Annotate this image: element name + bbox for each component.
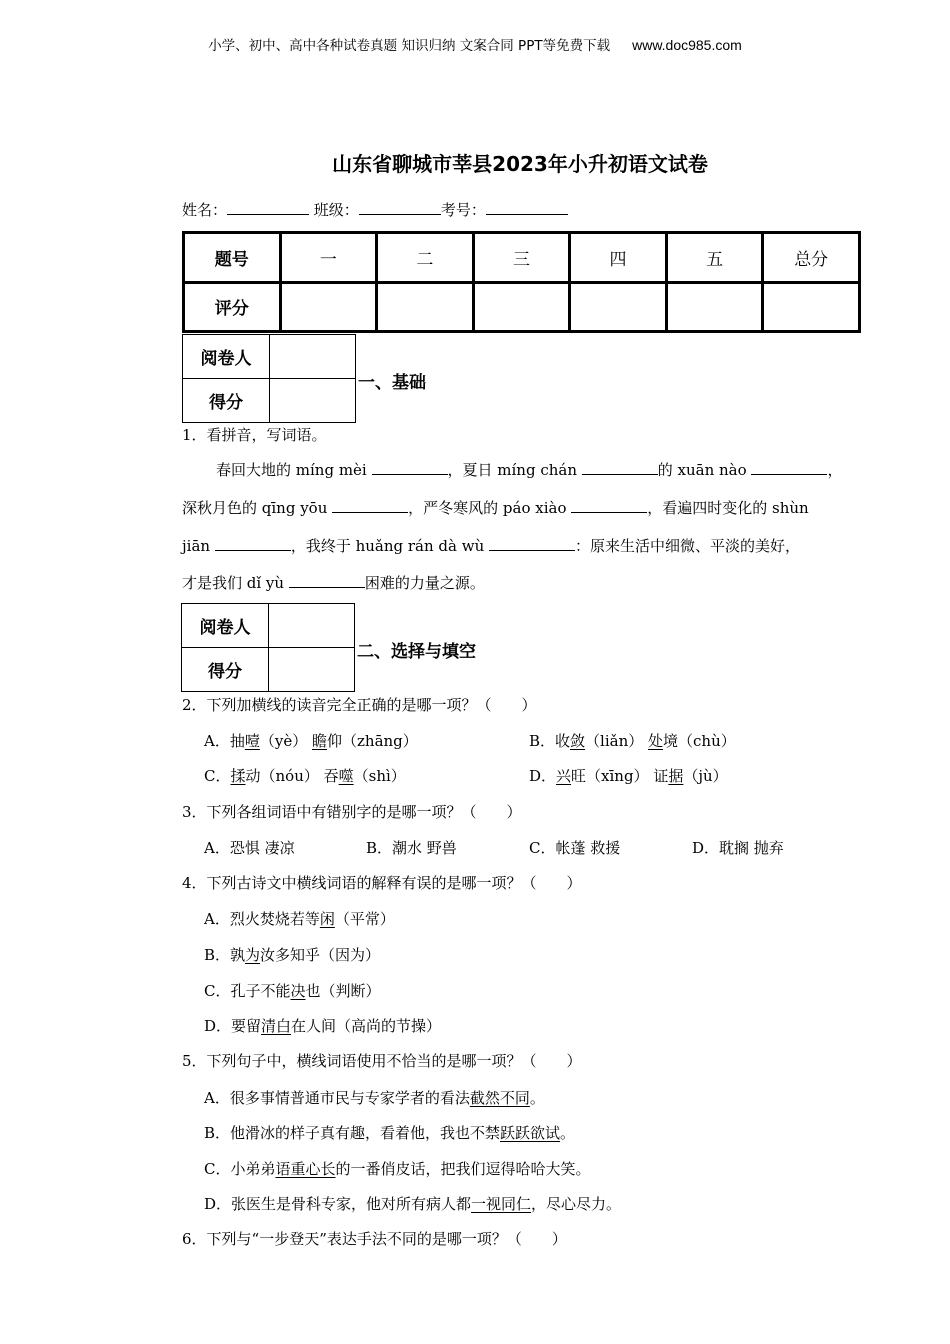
- underlined-word: 跃跃欲试: [500, 1124, 561, 1142]
- score-header-cell: 总分: [763, 232, 860, 282]
- grader-score-cell[interactable]: [270, 379, 356, 423]
- q1-text: 春回大地的 míng mèi: [216, 461, 372, 479]
- option-text: （jù）: [683, 767, 728, 785]
- grader-score-cell[interactable]: [269, 648, 355, 692]
- score-header-cell: 一: [280, 232, 377, 282]
- q2-option-b[interactable]: [529, 730, 736, 751]
- number-blank[interactable]: [486, 199, 568, 215]
- student-info-line: [182, 199, 568, 220]
- underlined-char: 瞻: [311, 732, 327, 750]
- q4-option-d[interactable]: [204, 1015, 441, 1036]
- option-text: C．小弟弟: [204, 1160, 276, 1178]
- score-header-cell: 题号: [183, 232, 280, 282]
- q1-text: 困难的力量之源。: [364, 574, 485, 592]
- q2-stem: 2．下列加横线的读音完全正确的是哪一项？（ ）: [182, 696, 537, 714]
- score-cell[interactable]: [666, 282, 763, 332]
- class-label: 班级：: [313, 201, 359, 219]
- score-header-cell: 四: [570, 232, 667, 282]
- grader-reader-label: 阅卷人: [182, 604, 269, 648]
- score-cell[interactable]: [763, 282, 860, 332]
- underlined-word: 截然不同: [469, 1089, 530, 1107]
- answer-blank[interactable]: [289, 572, 365, 588]
- class-blank[interactable]: [359, 199, 441, 215]
- grader-score-label: 得分: [182, 648, 269, 692]
- section-1-heading: 一、基础: [358, 373, 426, 393]
- option-text: （shì）: [353, 767, 406, 785]
- section-2-heading: 二、选择与填空: [357, 642, 476, 662]
- q3-stem: 3．下列各组词语中有错别字的是哪一项？（ ）: [182, 803, 522, 821]
- answer-blank[interactable]: [215, 535, 291, 551]
- q3-option-c[interactable]: C．帐蓬 救援: [529, 839, 621, 857]
- underlined-word: 闲: [319, 910, 335, 928]
- page-header: [0, 34, 950, 54]
- option-text: （liǎn）: [585, 732, 649, 750]
- score-header-cell: 五: [666, 232, 763, 282]
- q1-text: ，看遍四时变化的 shùn: [647, 499, 809, 517]
- option-text: 汝多知乎（因为）: [260, 946, 381, 964]
- q5-stem: 5．下列句子中，横线词语使用不恰当的是哪一项？（ ）: [182, 1052, 582, 1070]
- option-text: 仰（zhāng）: [327, 732, 418, 750]
- q1-text: ，夏日 míng chán: [447, 461, 582, 479]
- option-text: （平常）: [334, 910, 395, 928]
- grader-box-section-1: [182, 334, 356, 423]
- underlined-word: 语重心长: [275, 1160, 336, 1178]
- name-label: 姓名：: [182, 201, 228, 219]
- q1-line-2: [182, 497, 809, 518]
- option-text: D．要留: [204, 1017, 262, 1035]
- q1-text: 的 xuān nào: [657, 461, 752, 479]
- underlined-char: 噎: [244, 732, 260, 750]
- grader-box-section-2: [181, 603, 355, 692]
- q1-line-4: [182, 572, 485, 593]
- underlined-char: 兴: [556, 767, 572, 785]
- q1-text: 才是我们 dǐ yù: [182, 574, 289, 592]
- name-blank[interactable]: [227, 199, 309, 215]
- option-text: 动（nóu） 吞: [245, 767, 339, 785]
- q1-text: ，: [827, 461, 843, 479]
- q3-option-b[interactable]: B．潮水 野兽: [366, 839, 457, 857]
- score-table-header-row: [183, 232, 860, 282]
- q4-option-c[interactable]: [204, 980, 381, 1001]
- option-text: 。: [529, 1089, 545, 1107]
- answer-blank[interactable]: [571, 497, 647, 513]
- score-cell[interactable]: [570, 282, 667, 332]
- q5-option-d[interactable]: [204, 1193, 621, 1214]
- option-text: C．孔子不能: [204, 982, 291, 1000]
- score-header-cell: 三: [473, 232, 570, 282]
- grader-reader-label: 阅卷人: [183, 335, 270, 379]
- header-site-link[interactable]: www.doc985.com: [632, 37, 742, 53]
- page-title: 山东省聊城市莘县2023年小升初语文试卷: [332, 152, 708, 176]
- option-text: C．: [204, 767, 231, 785]
- header-text: 小学、初中、高中各种试卷真题 知识归纳 文案合同 PPT等免费下载: [208, 38, 611, 54]
- option-text: ，尽心尽力。: [531, 1195, 622, 1213]
- answer-blank[interactable]: [751, 459, 827, 475]
- answer-blank[interactable]: [582, 459, 658, 475]
- q2-option-c[interactable]: [204, 765, 406, 786]
- option-text: 也（判断）: [305, 982, 381, 1000]
- option-text: 的一番俏皮话，把我们逗得哈哈大笑。: [335, 1160, 591, 1178]
- underlined-word: 清白: [261, 1017, 292, 1035]
- grader-reader-cell[interactable]: [269, 604, 355, 648]
- q3-option-d[interactable]: D．耽搁 抛弃: [692, 839, 784, 857]
- answer-blank[interactable]: [489, 535, 575, 551]
- underlined-char: 处: [648, 732, 664, 750]
- option-text: B．他滑冰的样子真有趣，看着他，我也不禁: [204, 1124, 501, 1142]
- answer-blank[interactable]: [372, 459, 448, 475]
- q3-option-a[interactable]: A．恐惧 凄凉: [204, 839, 295, 857]
- underlined-char: 噬: [338, 767, 354, 785]
- q1-text: jiān: [182, 537, 215, 555]
- option-text: D．: [529, 767, 557, 785]
- q1-stem: 1．看拼音，写词语。: [182, 426, 327, 444]
- q2-option-a[interactable]: [204, 730, 418, 751]
- q1-text: ：原来生活中细微、平淡的美好，: [575, 537, 801, 555]
- option-text: D．张医生是骨科专家，他对所有病人都: [204, 1195, 472, 1213]
- score-header-cell: 二: [377, 232, 474, 282]
- q2-option-d[interactable]: [529, 765, 728, 786]
- q6-stem: 6．下列与“一步登天”表达手法不同的是哪一项？（ ）: [182, 1230, 567, 1248]
- option-text: A．很多事情普通市民与专家学者的看法: [204, 1089, 470, 1107]
- underlined-char: 揉: [230, 767, 246, 785]
- q5-option-b[interactable]: [204, 1122, 575, 1143]
- grader-score-label: 得分: [183, 379, 270, 423]
- option-text: （yè）: [259, 732, 312, 750]
- q1-line-1: [216, 459, 842, 480]
- q1-text: 深秋月色的 qīng yōu: [182, 499, 333, 517]
- underlined-word: 一视同仁: [471, 1195, 532, 1213]
- q4-option-b[interactable]: [204, 944, 380, 965]
- number-label: 考号：: [440, 201, 486, 219]
- underlined-char: 敛: [570, 732, 586, 750]
- q1-line-3: [182, 535, 800, 556]
- option-text: 。: [560, 1124, 576, 1142]
- option-text: 在人间（高尚的节操）: [291, 1017, 442, 1035]
- q4-stem: 4．下列古诗文中横线词语的解释有误的是哪一项？（ ）: [182, 874, 582, 892]
- option-text: B．收: [529, 732, 571, 750]
- underlined-word: 决: [290, 982, 306, 1000]
- score-cell[interactable]: [280, 282, 377, 332]
- score-row-label: 评分: [183, 282, 280, 332]
- underlined-char: 据: [668, 767, 684, 785]
- q1-text: ，我终于 huǎng rán dà wù: [290, 537, 490, 555]
- q1-text: ，严冬寒风的 páo xiào: [408, 499, 572, 517]
- score-cell[interactable]: [377, 282, 474, 332]
- underlined-word: 为: [245, 946, 261, 964]
- grader-reader-cell[interactable]: [270, 335, 356, 379]
- option-text: 境（chù）: [663, 732, 736, 750]
- score-cell[interactable]: [473, 282, 570, 332]
- q5-option-c[interactable]: [204, 1158, 591, 1179]
- option-text: A．烈火焚烧若等: [204, 910, 320, 928]
- option-text: A．抽: [204, 732, 245, 750]
- q5-option-a[interactable]: [204, 1087, 545, 1108]
- q4-option-a[interactable]: [204, 908, 395, 929]
- option-text: 旺（xīng） 证: [571, 767, 669, 785]
- score-table: [182, 231, 861, 333]
- option-text: B．孰: [204, 946, 246, 964]
- score-table-score-row: [183, 282, 860, 332]
- answer-blank[interactable]: [332, 497, 408, 513]
